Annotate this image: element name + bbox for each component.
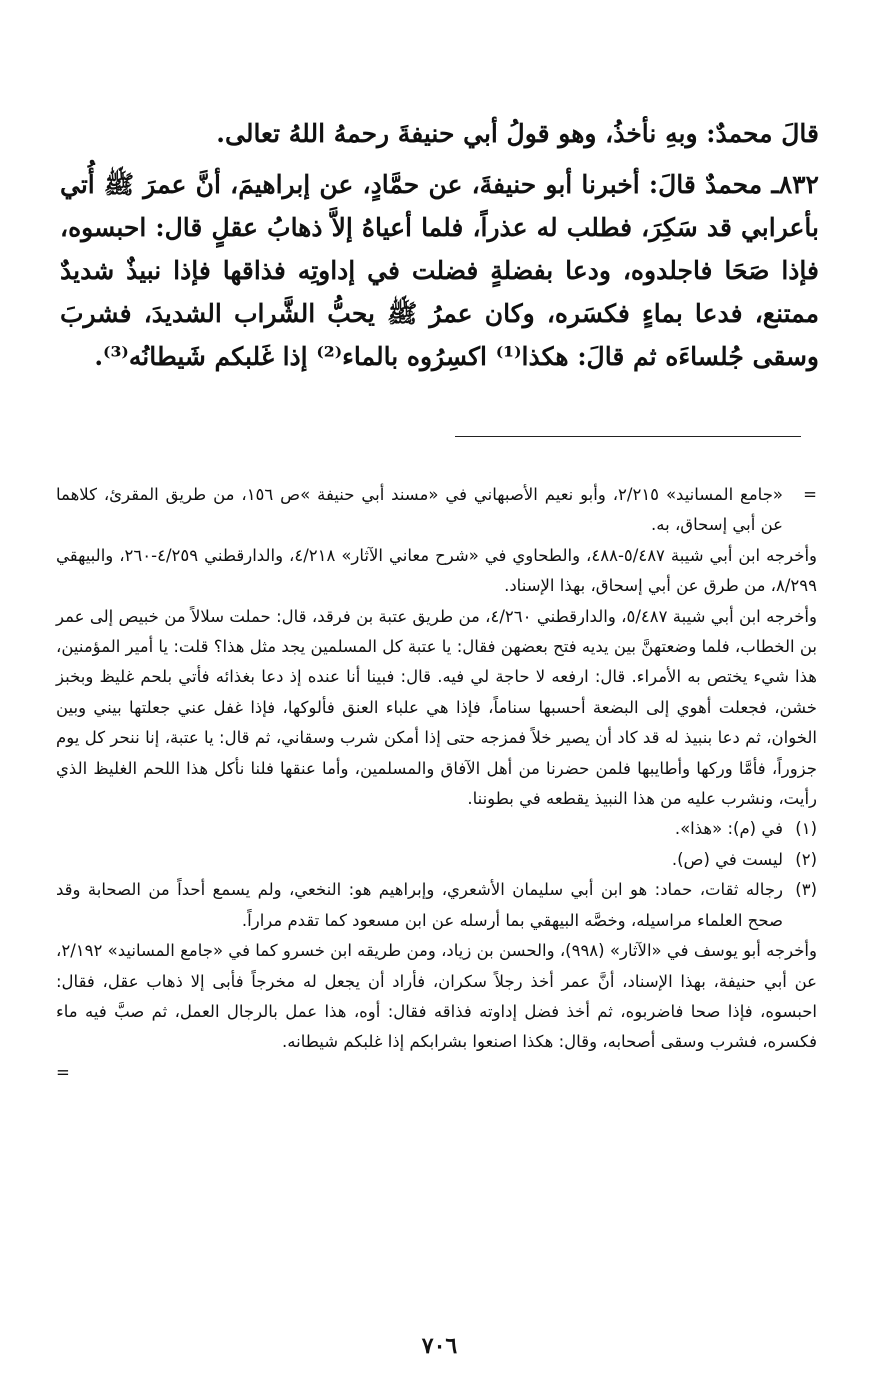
- footnote-text: رجاله ثقات، حماد: هو ابن أبي سليمان الأشعري، وإبراهيم هو: النخعي، ولم يسمع أحداً من الصحابة وقد صحح العلماء مراسيله، وخصَّه البيهقي بما أرسله عن ابن مسعود كما تقدم مراراً.: [56, 880, 783, 930]
- footnote-continuation: [56, 480, 817, 541]
- entry-text: محمدٌ قالَ: أخبرنا أبو حنيفةَ، عن حمَّادٍ، عن إبراهيمَ، أنَّ عمرَ ﷺ أُتي بأعرابي قد سَكِرَ، فطلب له عذراً، فلما أعياهُ إلاَّ ذهابُ عقلٍ قال: احبسوه، فإذا صَحَا فاجلدوه، ودعا بفضلةٍ فضلت في إداوتِه فذاقها فإذا نبيذٌ شديدٌ ممتنع، فدعا بماءٍ فكسَره، وكان عمرُ ﷺ يحبُّ الشَّراب الشديدَ، فشربَ وسقى جُلساءَه ثم قالَ: هكذا⁽¹⁾ اكسِرُوه بالماء⁽²⁾ إذا غَلبكم شَيطانُه⁽³⁾.: [60, 170, 819, 371]
- footnote-2: [56, 845, 817, 875]
- footnotes: [56, 480, 817, 1088]
- footnote-paragraph: وأخرجه أبو يوسف في «الآثار» (٩٩٨)، والحسن بن زياد، ومن طريقه ابن خسرو كما في «جامع المسانيد» ٢/١٩٢، عن أبي حنيفة، بهذا الإسناد، أنَّ عمر أخذ رجلاً سكران، فأراد أن يجعل له مخرجاً فأبى إلا ذهاب عقل، فقال: احبسوه، فإذا صحا فاضربوه، ثم أخذ فضل إداوته فذاقه فقال: أوه، هذا عمل بالرجال العمل، ثم صبَّ فيه ماء فكسره، فشرب وسقى أصحابه، وقال: هكذا اصنعوا بشرابكم إذا غلبكم شيطانه.: [56, 941, 817, 1052]
- footnote-3: [56, 875, 817, 936]
- footnote-paragraph: وأخرجه ابن أبي شيبة ٥/٤٨٧-٤٨٨، والطحاوي في «شرح معاني الآثار» ٤/٢١٨، والدارقطني ٤/٢٥٩-٢٦٠، والبيهقي ٨/٢٩٩، من طرق عن أبي إسحاق، بهذا الإسناد.: [56, 545, 817, 596]
- continuation-mark-end: =: [56, 1062, 70, 1082]
- page-number: ٧٠٦: [421, 1333, 458, 1359]
- footnote-divider: [455, 436, 801, 437]
- footnote-text: ليست في (ص).: [671, 849, 783, 869]
- footnote-paragraph: وأخرجه ابن أبي شيبة ٥/٤٨٧، والدارقطني ٤/٢٦٠، من طريق عتبة بن فرقد، قال: حملت سلالاً من خبيص إلى عمر بن الخطاب، فلما وضعتهنَّ بين يديه فتح بعضهن فقال: يا عتبة كل المسلمين يجد مثل هذا؟ قلت: يا أمير المؤمنين، هذا شيء يختص به الأمراء. قال: ارفعه لا حاجة لي فيه. قال: فبينا أنا عنده إذ دعا بغذائه فأتي بلحم غليظ وبخبز خشن، فجعلت أهوي إلى البضعة أحسبها سناماً، فإذا هي علباء العنق فألوكها، فإذا غفل عني جعلتها بيني وبين الخوان، ثم دعا بنبيذ له قد كاد أن يصير خلاً فمزجه حتى إذا أمكن شرب وسقاني، ثم قال: يا عتبة، إنا ننحر كل يوم جزوراً، فأمَّا وركها وأطايبها فلمن حضرنا من أهل الآفاق والمسلمين، وأما عنقها فلنا نأكل هذا اللحم الغليظ الذي رأيت، ونشرب عليه من هذا النبيذ يقطعه في بطوننا.: [56, 606, 817, 809]
- footnote-text: في (م): «هذا».: [674, 819, 783, 839]
- footnote-marker: (١): [795, 819, 817, 839]
- footnote-marker: (٢): [795, 849, 817, 869]
- footnote-1: [56, 814, 817, 844]
- continuation-mark: =: [803, 485, 817, 504]
- footnote-continuation-text: «جامع المسانيد» ٢/٢١٥، وأبو نعيم الأصبهاني في «مسند أبي حنيفة »ص ١٥٦، من طريق المقرئ، كلاهما عن أبي إسحاق، به.: [56, 485, 783, 535]
- opening-line: قالَ محمدٌ: وبهِ نأخذُ، وهو قولُ أبي حنيفةَ رحمهُ اللهُ تعالى.: [216, 119, 819, 148]
- footnote-marker: (٣): [795, 880, 817, 900]
- hadith-entry: [60, 163, 819, 378]
- main-text: [60, 112, 819, 378]
- entry-number: ٨٣٢ـ: [771, 170, 819, 199]
